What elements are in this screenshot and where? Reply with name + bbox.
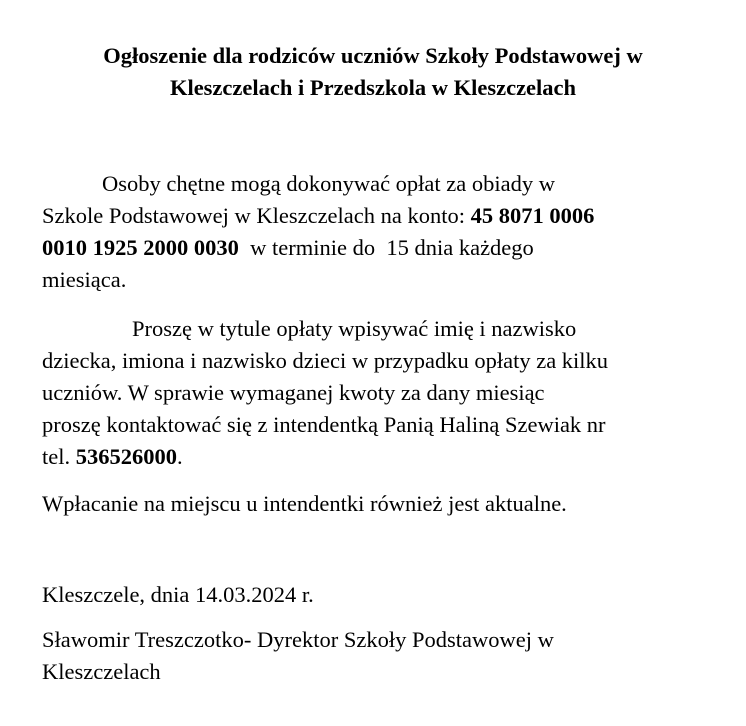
date-text: Kleszczele, dnia 14.03.2024 r. — [42, 582, 314, 607]
tel-end: . — [177, 444, 183, 469]
announcement-title — [40, 40, 706, 104]
onsite-payment-text: Wpłacanie na miejscu u intendentki również jest aktualne. — [42, 491, 567, 516]
signature-line-1: Sławomir Treszczotko- Dyrektor Szkoły Podstawowej w — [42, 627, 554, 652]
payment-paragraph — [42, 168, 702, 296]
signature-line-2: Kleszczelach — [42, 659, 161, 684]
phone-number: 536526000 — [75, 444, 177, 469]
signature — [42, 624, 702, 688]
instructions-paragraph — [42, 313, 702, 473]
instructions-line-2: dziecka, imiona i nazwisko dzieci w przypadku opłaty za kilku — [42, 348, 609, 373]
title-line-2: Kleszczelach i Przedszkola w Kleszczelach — [169, 75, 577, 100]
account-number-part-2: 0010 1925 2000 0030 — [42, 235, 239, 260]
payment-line-4: miesiąca. — [42, 267, 127, 292]
instructions-line-4: proszę kontaktować się z intendentką Panią Haliną Szewiak nr — [42, 412, 606, 437]
payment-line-2: Szkole Podstawowej w Kleszczelach na konto: — [42, 203, 471, 228]
payment-deadline: w terminie do 15 dnia każdego — [238, 235, 534, 260]
account-number-part-1: 45 8071 0006 — [470, 203, 595, 228]
title-line-1: Ogłoszenie dla rodziców uczniów Szkoły Podstawowej w — [103, 43, 643, 68]
tel-label: tel. — [42, 444, 76, 469]
date-line — [42, 579, 702, 611]
instructions-line-1: Proszę w tytule opłaty wpisywać imię i nazwisko — [132, 316, 577, 341]
instructions-line-3: uczniów. W sprawie wymaganej kwoty za dany miesiąc — [42, 380, 545, 405]
onsite-payment-note — [42, 488, 702, 520]
payment-line-1: Osoby chętne mogą dokonywać opłat za obiady w — [102, 171, 555, 196]
